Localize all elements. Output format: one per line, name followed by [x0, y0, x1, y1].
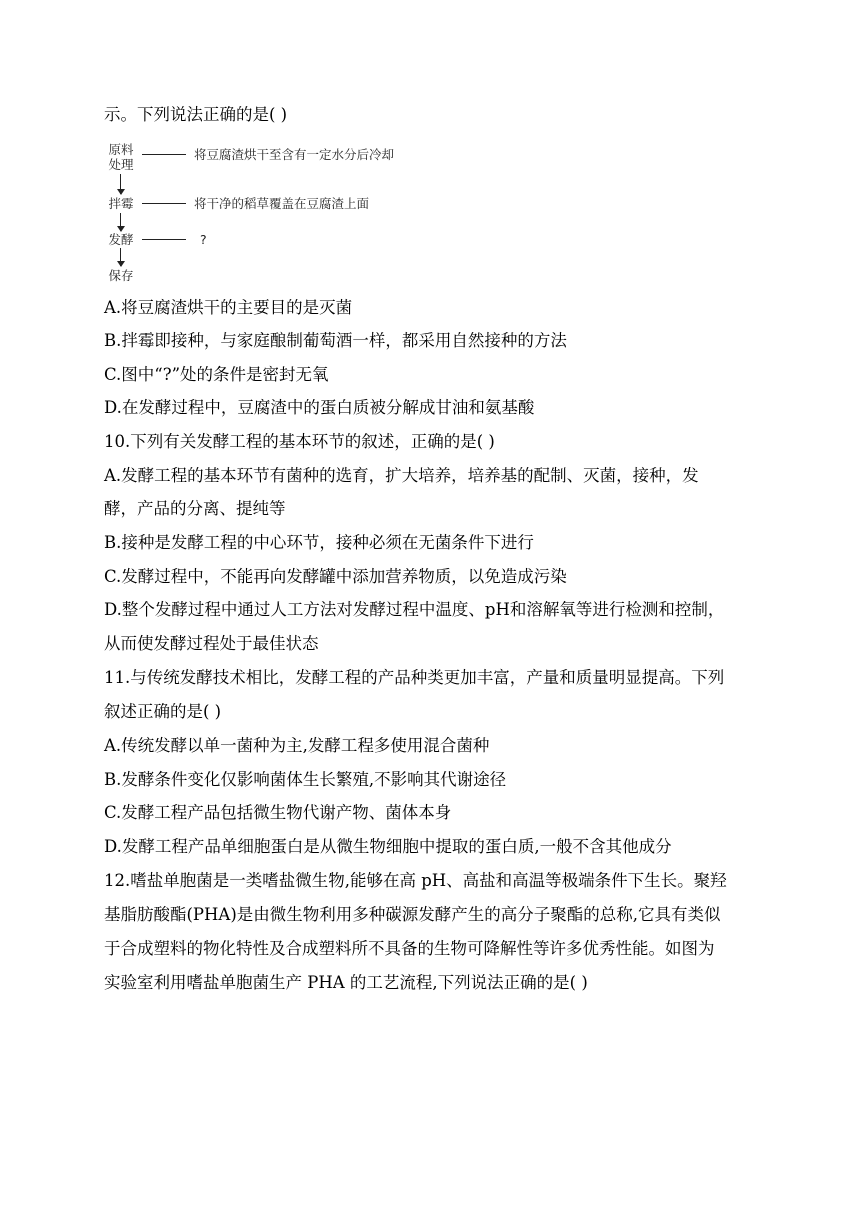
q9-option-b: B.拌霉即接种，与家庭酿制葡萄酒一样，都采用自然接种的方法: [104, 331, 567, 350]
q10-option-a: A.发酵工程的基本环节有菌种的选育，扩大培养，培养基的配制、灭菌，接种，发: [104, 466, 699, 485]
connector-line: [142, 203, 186, 204]
process-flowchart: [104, 136, 444, 286]
q10-option-b: B.接种是发酵工程的中心环节，接种必须在无菌条件下进行: [104, 533, 534, 552]
q12-stem-cont3: 实验室利用嗜盐单胞菌生产 PHA 的工艺流程,下列说法正确的是( ): [104, 973, 588, 992]
stage-label-line1: 保存: [108, 268, 134, 283]
q9-option-c: C.图中“?”处的条件是密封无氧: [104, 365, 329, 384]
q11-stem: 11.与传统发酵技术相比，发酵工程的产品种类更加丰富，产量和质量明显提高。下列: [104, 668, 725, 687]
stage-raw-material: [104, 142, 138, 172]
stage-mold-mixing: [104, 196, 138, 211]
q12-stem: 12.嗜盐单胞菌是一类嗜盐微生物,能够在高 pH、高盐和高温等极端条件下生长。聚羟: [104, 871, 727, 890]
q11-option-d: D.发酵工程产品单细胞蛋白是从微生物细胞中提取的蛋白质,一般不含其他成分: [104, 837, 672, 856]
q9-option-a: A.将豆腐渣烘干的主要目的是灭菌: [104, 298, 353, 317]
stage-label-line2: 处理: [108, 157, 134, 172]
down-arrow-icon: [120, 248, 121, 266]
stage-label-line1: 发酵: [108, 232, 134, 247]
q10-option-c: C.发酵过程中，不能再向发酵罐中添加营养物质，以免造成污染: [104, 567, 567, 586]
question-intro: 示。下列说法正确的是( ): [104, 105, 288, 124]
stage-fermentation: [104, 232, 138, 247]
stage-desc-mold-mixing: 将干净的稻草覆盖在豆腐渣上面: [194, 196, 370, 211]
q12-stem-cont1: 基脂肪酸酯(PHA)是由微生物利用多种碳源发酵产生的高分子聚酯的总称,它具有类似: [104, 905, 721, 924]
q10-option-d-cont: 从而使发酵过程处于最佳状态: [104, 634, 319, 653]
q11-option-c: C.发酵工程产品包括微生物代谢产物、菌体本身: [104, 803, 452, 822]
q10-option-d: D.整个发酵过程中通过人工方法对发酵过程中温度、pH和溶解氧等进行检测和控制，: [104, 600, 725, 619]
down-arrow-icon: [120, 174, 121, 194]
down-arrow-icon: [120, 213, 121, 231]
stage-label-line1: 拌霉: [108, 196, 134, 211]
q9-option-d: D.在发酵过程中，豆腐渣中的蛋白质被分解成甘油和氨基酸: [104, 398, 535, 417]
stage-desc-raw-material: 将豆腐渣烘干至含有一定水分后冷却: [194, 147, 395, 162]
q11-stem-cont: 叙述正确的是( ): [104, 702, 222, 721]
q11-option-a: A.传统发酵以单一菌种为主,发酵工程多使用混合菌种: [104, 736, 490, 755]
stage-storage: [104, 268, 138, 283]
q10-option-a-cont: 酵，产品的分离、提纯等: [104, 499, 286, 518]
q11-option-b: B.发酵条件变化仅影响菌体生长繁殖,不影响其代谢途径: [104, 770, 507, 789]
connector-line: [142, 239, 186, 240]
stage-desc-fermentation: ?: [200, 232, 207, 247]
connector-line: [142, 154, 186, 155]
stage-label-line1: 原料: [108, 142, 134, 157]
q10-stem: 10.下列有关发酵工程的基本环节的叙述，正确的是( ): [104, 432, 495, 451]
q12-stem-cont2: 于合成塑料的物化特性及合成塑料所不具备的生物可降解性等许多优秀性能。如图为: [104, 939, 715, 958]
